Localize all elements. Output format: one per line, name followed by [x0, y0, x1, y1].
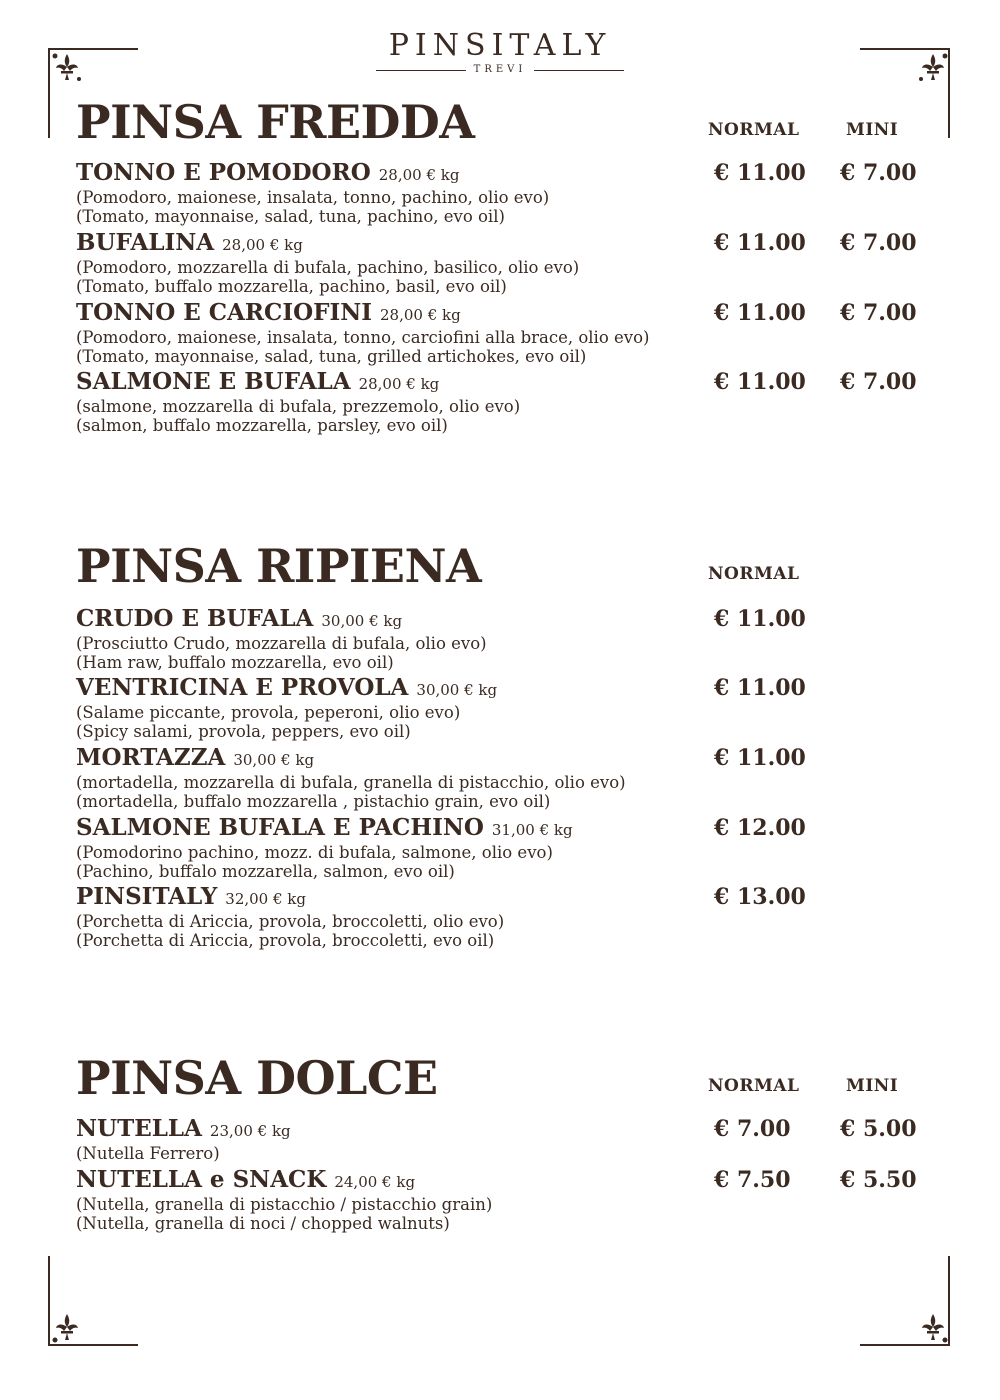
- item-name: NUTELLA e SNACK: [76, 1166, 327, 1193]
- price-normal: € 11.00: [714, 675, 806, 701]
- price-mini: € 5.00: [840, 1116, 917, 1142]
- item-name: BUFALINA: [76, 229, 215, 256]
- price-mini: € 7.00: [840, 230, 917, 256]
- frame-line-bottom-left: [48, 1344, 138, 1346]
- column-header-normal: NORMAL: [708, 564, 800, 584]
- price-normal: € 7.50: [714, 1167, 791, 1193]
- brand-subtitle: TREVI: [473, 64, 527, 75]
- column-header-mini: MINI: [846, 120, 899, 140]
- item-description-en: (Tomato, mayonnaise, salad, tuna, pachino, evo oil): [76, 207, 505, 226]
- item-description-it: (Prosciutto Crudo, mozzarella di bufala, olio evo): [76, 634, 487, 653]
- price-per-kg: 28,00 € kg: [358, 375, 440, 393]
- item-description-en: (Tomato, mayonnaise, salad, tuna, grilled artichokes, evo oil): [76, 347, 587, 366]
- item-name-row: [76, 230, 936, 258]
- brand-name: PINSITALY: [388, 28, 612, 63]
- item-name-row: [76, 300, 936, 328]
- price-mini: € 7.00: [840, 300, 917, 326]
- fleur-de-lis-scroll-icon: [916, 50, 950, 84]
- item-name: TONNO E POMODORO: [76, 159, 371, 186]
- price-normal: € 13.00: [714, 884, 806, 910]
- divider: [376, 70, 466, 71]
- price-mini: € 5.50: [840, 1167, 917, 1193]
- item-description-en: (Nutella, granella di noci / chopped walnuts): [76, 1214, 450, 1233]
- item-description-it: (Pomodoro, mozzarella di bufala, pachino, basilico, olio evo): [76, 258, 580, 277]
- menu-item: [76, 675, 936, 741]
- item-description-it: (Porchetta di Ariccia, provola, broccoletti, olio evo): [76, 912, 505, 931]
- item-name-row: [76, 1167, 936, 1195]
- price-normal: € 11.00: [714, 300, 806, 326]
- item-name-row: [76, 606, 936, 634]
- price-per-kg: 32,00 € kg: [225, 890, 306, 908]
- item-name: MORTAZZA: [76, 744, 226, 771]
- brand-header: [0, 30, 1000, 76]
- price-normal: € 7.00: [714, 1116, 791, 1142]
- item-description-en: (Ham raw, buffalo mozzarella, evo oil): [76, 653, 394, 672]
- price-mini: € 7.00: [840, 369, 917, 395]
- item-description-en: (Spicy salami, provola, peppers, evo oil): [76, 722, 411, 741]
- column-header-mini: MINI: [846, 1076, 899, 1096]
- item-description-en: (mortadella, buffalo mozzarella , pistachio grain, evo oil): [76, 792, 551, 811]
- menu-item: [76, 1167, 936, 1233]
- price-per-kg: 23,00 € kg: [209, 1122, 291, 1140]
- price-per-kg: 24,00 € kg: [334, 1173, 416, 1191]
- item-description-it: (Pomodoro, maionese, insalata, tonno, pachino, olio evo): [76, 188, 550, 207]
- section-pinsa-ripiena: [76, 539, 936, 950]
- menu-item: [76, 1116, 936, 1163]
- price-per-kg: 28,00 € kg: [380, 306, 461, 324]
- item-description-it: (Pomodoro, maionese, insalata, tonno, carciofini alla brace, olio evo): [76, 328, 650, 347]
- section-pinsa-fredda: [76, 95, 936, 435]
- price-per-kg: 28,00 € kg: [378, 166, 460, 184]
- fleur-de-lis-scroll-icon: [50, 50, 84, 84]
- item-description-en: (salmon, buffalo mozzarella, parsley, evo oil): [76, 416, 448, 435]
- price-normal: € 11.00: [714, 745, 806, 771]
- item-name-row: [76, 675, 936, 703]
- price-per-kg: 28,00 € kg: [222, 236, 303, 254]
- section-title: PINSA RIPIENA: [76, 539, 482, 593]
- price-per-kg: 30,00 € kg: [416, 681, 498, 699]
- menu-item: [76, 230, 936, 296]
- price-normal: € 12.00: [714, 815, 806, 841]
- menu-item: [76, 160, 936, 226]
- item-description-it: (salmone, mozzarella di bufala, prezzemolo, olio evo): [76, 397, 521, 416]
- frame-line-bottom-right: [860, 1344, 950, 1346]
- column-header-normal: NORMAL: [708, 1076, 800, 1096]
- price-mini: € 7.00: [840, 160, 917, 186]
- section-title: PINSA FREDDA: [76, 95, 475, 149]
- section-title: PINSA DOLCE: [76, 1051, 438, 1105]
- menu-item: [76, 300, 936, 366]
- item-description-en: (Porchetta di Ariccia, provola, broccoletti, evo oil): [76, 931, 495, 950]
- item-name: TONNO E CARCIOFINI: [76, 299, 373, 326]
- item-description-it: (Salame piccante, provola, peperoni, olio evo): [76, 703, 461, 722]
- brand-subtitle-row: [0, 64, 1000, 76]
- item-description-en: (Pachino, buffalo mozzarella, salmon, evo oil): [76, 862, 455, 881]
- menu-item: [76, 606, 936, 672]
- item-name-row: [76, 884, 936, 912]
- item-name-row: [76, 369, 936, 397]
- menu-item: [76, 369, 936, 435]
- fleur-de-lis-scroll-icon: [916, 1310, 950, 1344]
- item-description-it: (Pomodorino pachino, mozz. di bufala, salmone, olio evo): [76, 843, 553, 862]
- menu-item: [76, 884, 936, 950]
- price-per-kg: 31,00 € kg: [491, 821, 573, 839]
- item-description-it: (Nutella Ferrero): [76, 1144, 220, 1163]
- item-name: VENTRICINA E PROVOLA: [76, 674, 409, 701]
- price-normal: € 11.00: [714, 160, 806, 186]
- item-name-row: [76, 1116, 936, 1144]
- price-normal: € 11.00: [714, 369, 806, 395]
- item-description-it: (mortadella, mozzarella di bufala, granella di pistacchio, olio evo): [76, 773, 626, 792]
- item-name-row: [76, 815, 936, 843]
- divider: [534, 70, 624, 71]
- price-normal: € 11.00: [714, 606, 806, 632]
- section-pinsa-dolce: [76, 1051, 936, 1233]
- item-name: SALMONE E BUFALA: [76, 368, 351, 395]
- item-description-it: (Nutella, granella di pistacchio / pistacchio grain): [76, 1195, 493, 1214]
- column-header-normal: NORMAL: [708, 120, 800, 140]
- item-name: NUTELLA: [76, 1115, 202, 1142]
- menu-item: [76, 815, 936, 881]
- fleur-de-lis-scroll-icon: [50, 1310, 84, 1344]
- item-name: PINSITALY: [76, 883, 218, 910]
- menu-item: [76, 745, 936, 811]
- item-description-en: (Tomato, buffalo mozzarella, pachino, basil, evo oil): [76, 277, 507, 296]
- item-name: SALMONE BUFALA E PACHINO: [76, 814, 484, 841]
- item-name: CRUDO E BUFALA: [76, 605, 314, 632]
- item-name-row: [76, 745, 936, 773]
- price-normal: € 11.00: [714, 230, 806, 256]
- price-per-kg: 30,00 € kg: [233, 751, 315, 769]
- price-per-kg: 30,00 € kg: [321, 612, 403, 630]
- item-name-row: [76, 160, 936, 188]
